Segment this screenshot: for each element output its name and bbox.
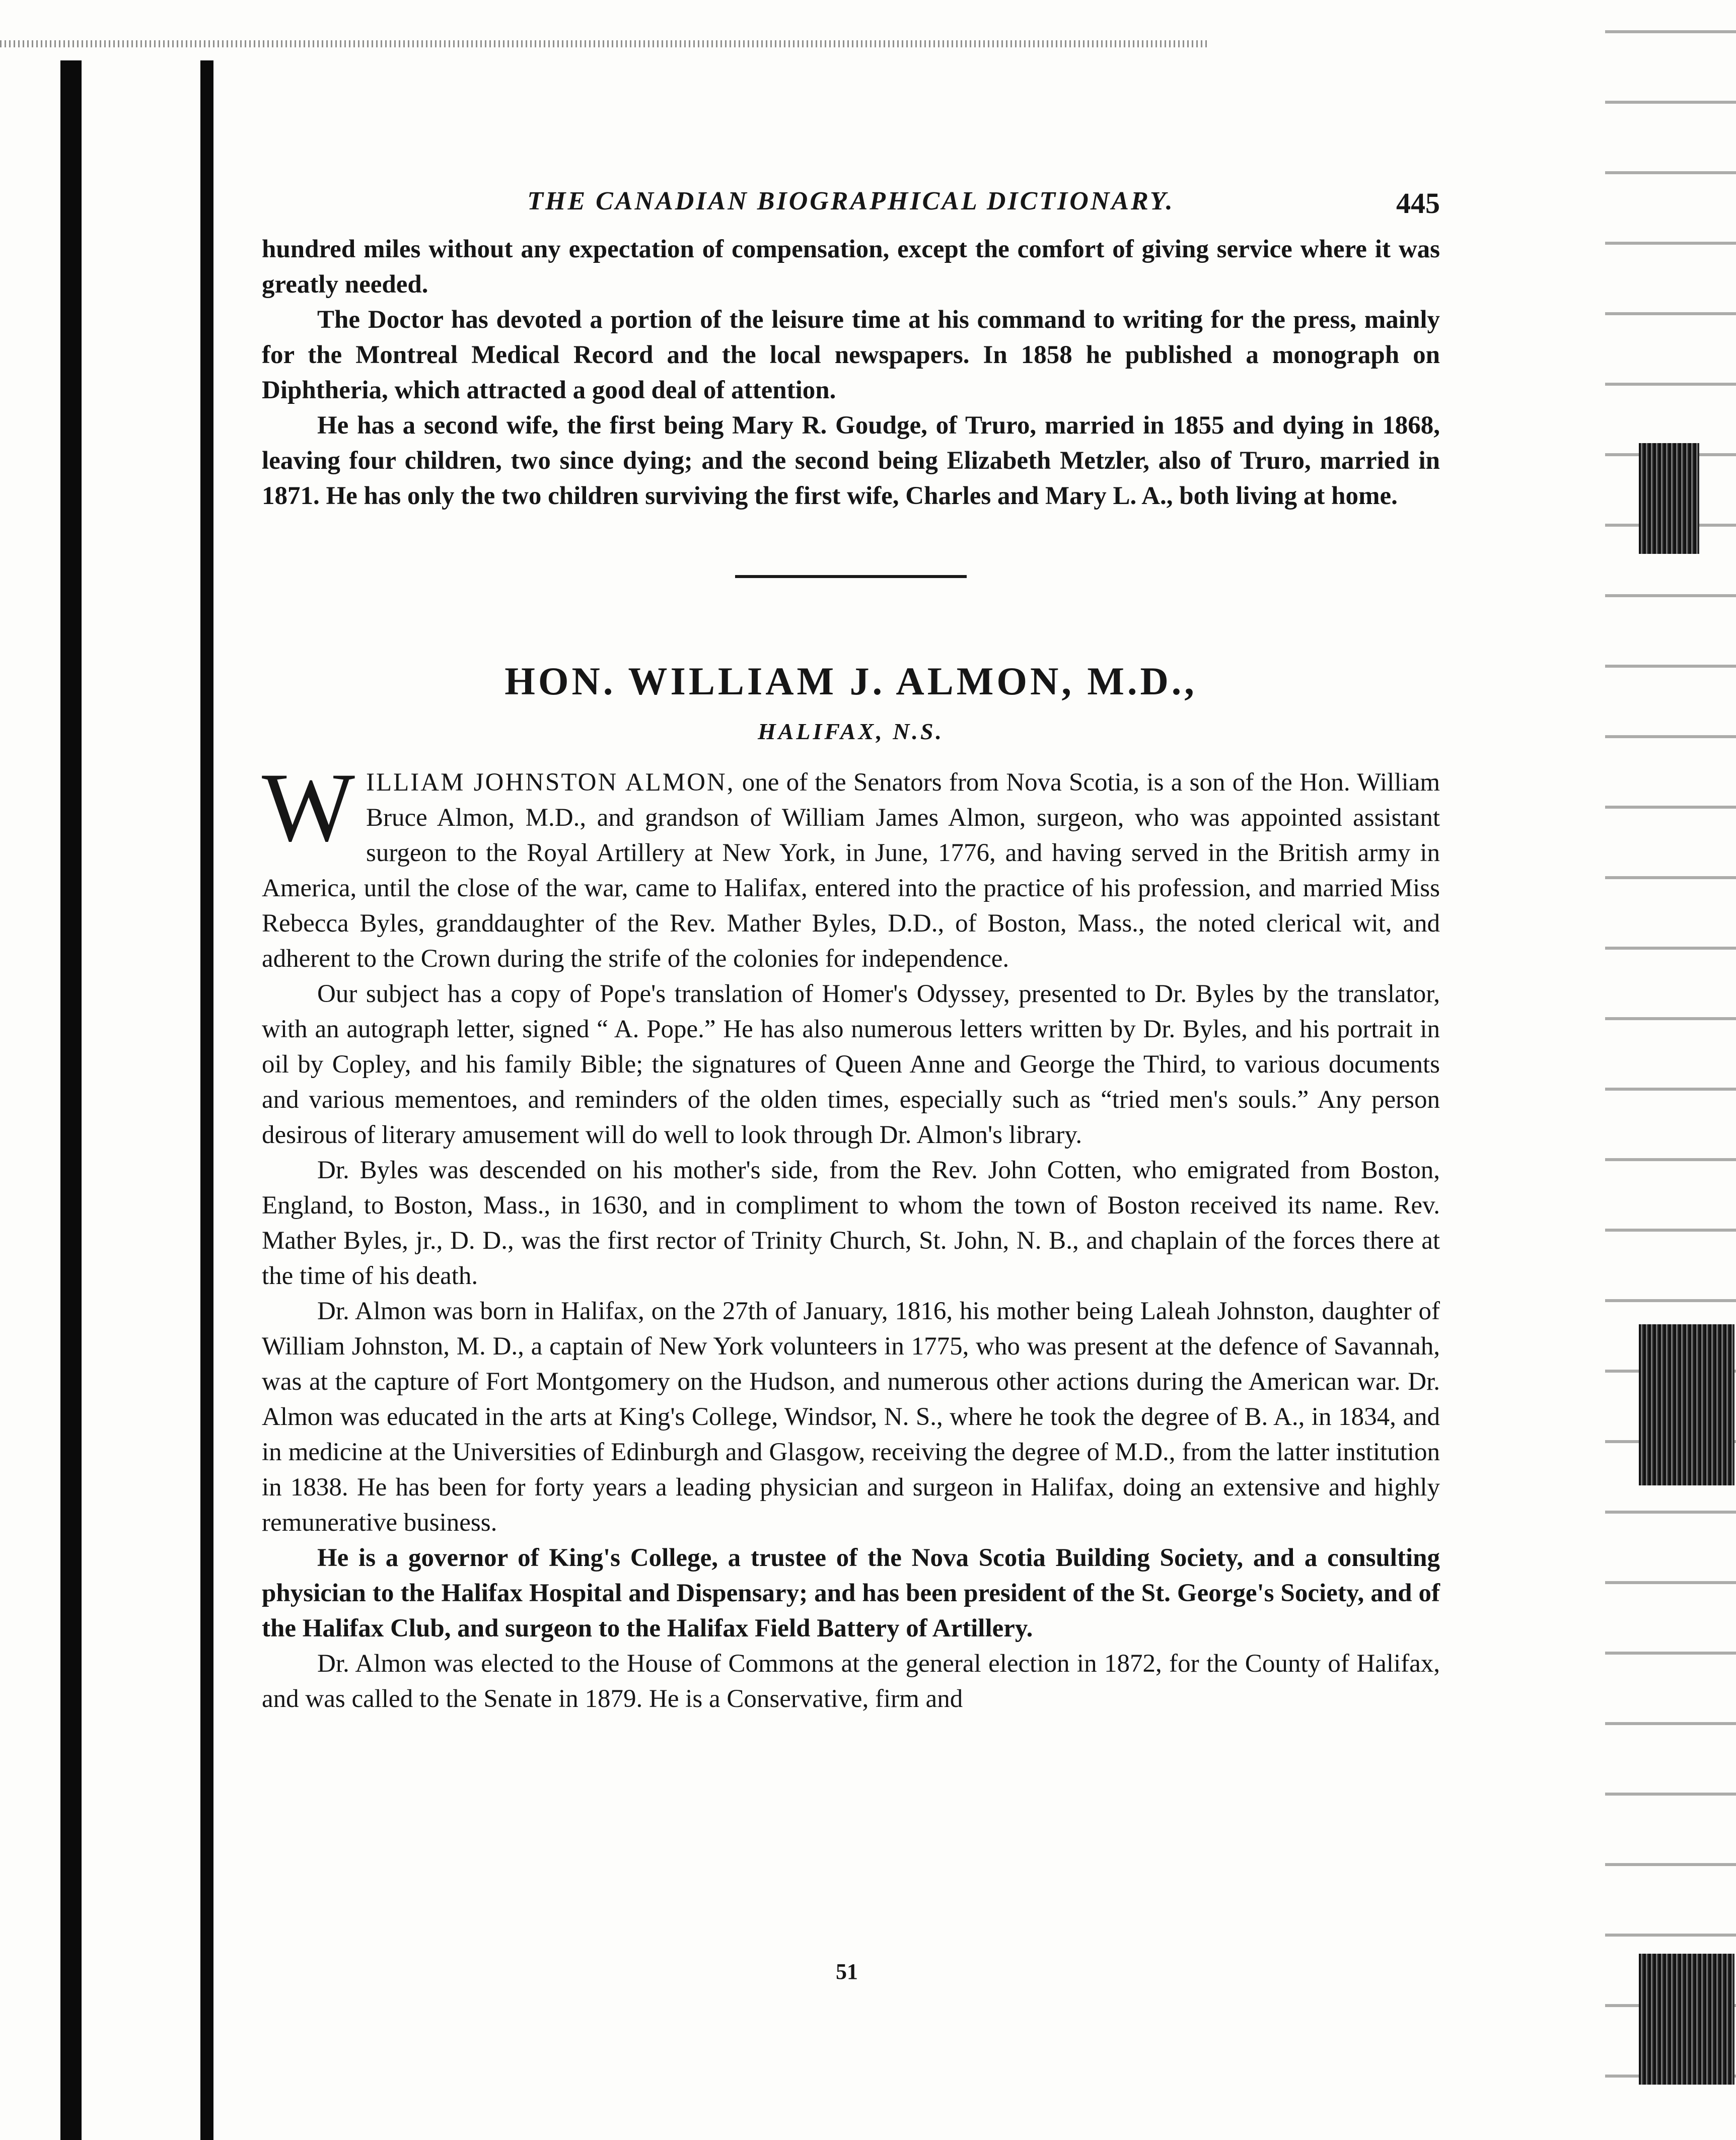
scan-artifact-right-2 bbox=[1639, 1324, 1734, 1485]
running-title: THE CANADIAN BIOGRAPHICAL DICTIONARY. bbox=[527, 187, 1175, 216]
entry-paragraph-4: Dr. Almon was born in Halifax, on the 27th of January, 1816, his mother being Laleah Johnston, daughter of William Johnston, M. D., a captain of New York volunteers in 1775, who was present at the defence of Savannah, was at the capture of Fort Montgomery on the Hudson, and numerous other actions during the American war. Dr. Almon was educated in the arts at King's College, Windsor, N. S., where he took the degree of B. A., in 1834, and in medicine at the Universities of Edinburgh and Glasgow, receiving the degree of M.D., from the latter institution in 1838. He has been for forty years a leading physician and surgeon in Halifax, doing an extensive and highly remunerative business. bbox=[262, 1297, 1440, 1537]
scan-artifact-right-3 bbox=[1639, 1954, 1734, 2085]
running-head bbox=[262, 186, 1440, 232]
lead-caps: ILLIAM JOHNSTON ALMON, bbox=[366, 768, 735, 797]
signature-mark: 51 bbox=[836, 1959, 858, 1984]
page-content bbox=[262, 186, 1440, 1717]
prev-paragraph-1: hundred miles without any expectation of compensation, except the comfort of giving service where it was greatly needed. bbox=[262, 235, 1440, 299]
prev-paragraph-2: The Doctor has devoted a portion of the leisure time at his command to writing for the press, mainly for the Montreal Medical Record and the local newspapers. In 1858 he published a monograph on Diphtheria, which attracted a good deal of attention. bbox=[262, 306, 1440, 404]
binding-shadow-inner bbox=[200, 60, 213, 2140]
lead-text: one of the Senators from Nova Scotia, is a son of the Hon. William Bruce Almon, M.D., and grandson of William James Almon, surgeon, who was appointed assistant surgeon to the Royal Artillery at New York, in June, 1776, and having served in the British army in America, until the close of the war, came to Halifax, entered into the practice of his profession, and married Miss Rebecca Byles, granddaughter of the Rev. Mather Byles, D.D., of Boston, Mass., the noted clerical wit, and adherent to the Crown during the strife of the colonies for independence. bbox=[262, 768, 1440, 973]
entry-paragraph-2: Our subject has a copy of Pope's translation of Homer's Odyssey, presented to Dr. Byles by the translator, with an autograph letter, signed “ A. Pope.” He has also numerous letters written by Dr. Byles, and his portrait in oil by Copley, and his family Bible; the signatures of Queen Anne and George the Third, to various documents and various mementoes, and reminders of the olden times, especially such as “tried men's souls.” Any person desirous of literary amusement will do well to look through Dr. Almon's library. bbox=[262, 980, 1440, 1149]
section-divider bbox=[735, 575, 967, 578]
entry-paragraph-1 bbox=[262, 753, 1440, 976]
entry-place: HALIFAX, N.S. bbox=[757, 719, 945, 744]
scan-artifact-right-1 bbox=[1639, 443, 1699, 554]
entry-paragraph-3: Dr. Byles was descended on his mother's side, from the Rev. John Cotten, who emigrated from Boston, England, to Boston, Mass., in 1630, and in compliment to whom the town of Boston received its name. Rev. Mather Byles, jr., D. D., was the first rector of Trinity Church, St. John, N. B., and chaplain of the forces there at the time of his death. bbox=[262, 1156, 1440, 1290]
scan-edge-right bbox=[1605, 0, 1736, 2140]
prev-paragraph-3: He has a second wife, the first being Mary R. Goudge, of Truro, married in 1855 and dying in 1868, leaving four children, two since dying; and the second being Elizabeth Metzler, also of Truro, married in 1871. He has only the two children surviving the first wife, Charles and Mary L. A., both living at home. bbox=[262, 411, 1440, 510]
entry-paragraph-6: Dr. Almon was elected to the House of Commons at the general election in 1872, for the County of Halifax, and was called to the Senate in 1879. He is a Conservative, firm and bbox=[262, 1650, 1440, 1713]
entry-lead bbox=[262, 753, 1440, 976]
drop-cap: W bbox=[262, 753, 355, 862]
entry-title: HON. WILLIAM J. ALMON, M.D., bbox=[504, 659, 1197, 703]
scan-noise-top bbox=[0, 40, 1208, 47]
page-number: 445 bbox=[1396, 187, 1440, 220]
entry-paragraph-5: He is a governor of King's College, a trustee of the Nova Scotia Building Society, and a consulting physician to the Halifax Hospital and Dispensary; and has been president of the St. George's Society, and of the Halifax Club, and surgeon to the Halifax Field Battery of Artillery. bbox=[262, 1544, 1440, 1643]
binding-shadow-left bbox=[60, 60, 82, 2140]
